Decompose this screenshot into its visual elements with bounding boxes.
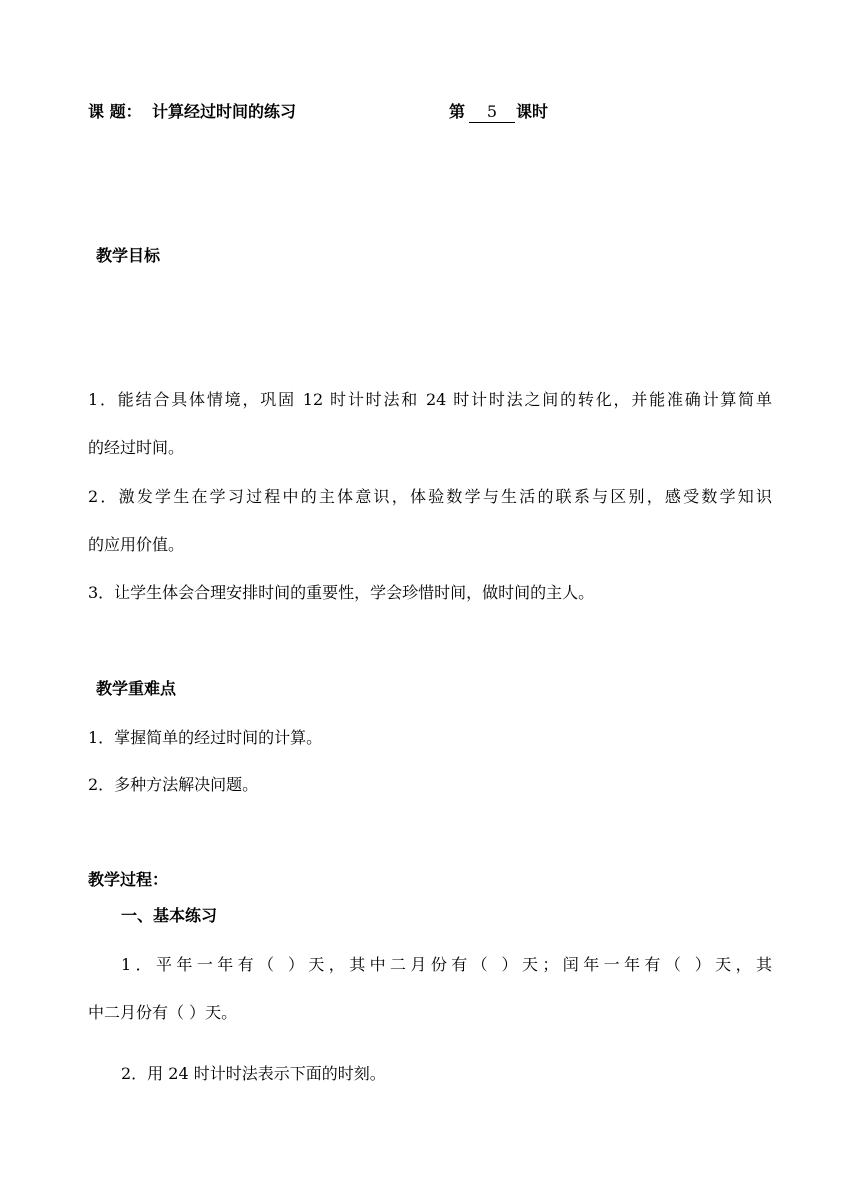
key-points-heading: 教学重难点 xyxy=(96,679,177,698)
lesson-title: 计算经过时间的练习 xyxy=(152,102,297,121)
objective-1-line-1: 1．能结合具体情境，巩固 12 时计时法和 24 时计时法之间的转化，并能准确计算简单 xyxy=(88,390,772,409)
process-heading: 教学过程： xyxy=(88,870,169,889)
question-2: 2．用 24 时计时法表示下面的时刻。 xyxy=(121,1064,386,1083)
question-1-line-2: 中二月份有（ ）天。 xyxy=(88,1003,238,1022)
lesson-number: 5 xyxy=(469,102,515,123)
key-point-1: 1．掌握简单的经过时间的计算。 xyxy=(88,728,323,747)
objective-1-line-2: 的经过时间。 xyxy=(88,438,185,457)
objective-2-line-2: 的应用价值。 xyxy=(88,535,185,554)
question-1-line-1: 1．平年一年有（ ）天，其中二月份有（ ）天；闰年一年有（ ）天，其 xyxy=(121,955,772,974)
title-label: 课 题： xyxy=(88,102,142,121)
lesson-prefix: 第 xyxy=(449,102,466,121)
key-point-2: 2．多种方法解决问题。 xyxy=(88,775,259,794)
objective-2-line-1: 2．激发学生在学习过程中的主体意识，体验数学与生活的联系与区别，感受数学知识 xyxy=(88,487,772,506)
objective-3: 3．让学生体会合理安排时间的重要性，学会珍惜时间，做时间的主人。 xyxy=(88,583,595,602)
lesson-suffix: 课时 xyxy=(516,102,549,121)
objectives-heading: 教学目标 xyxy=(96,246,161,265)
section-1-heading: 一、基本练习 xyxy=(121,906,218,925)
